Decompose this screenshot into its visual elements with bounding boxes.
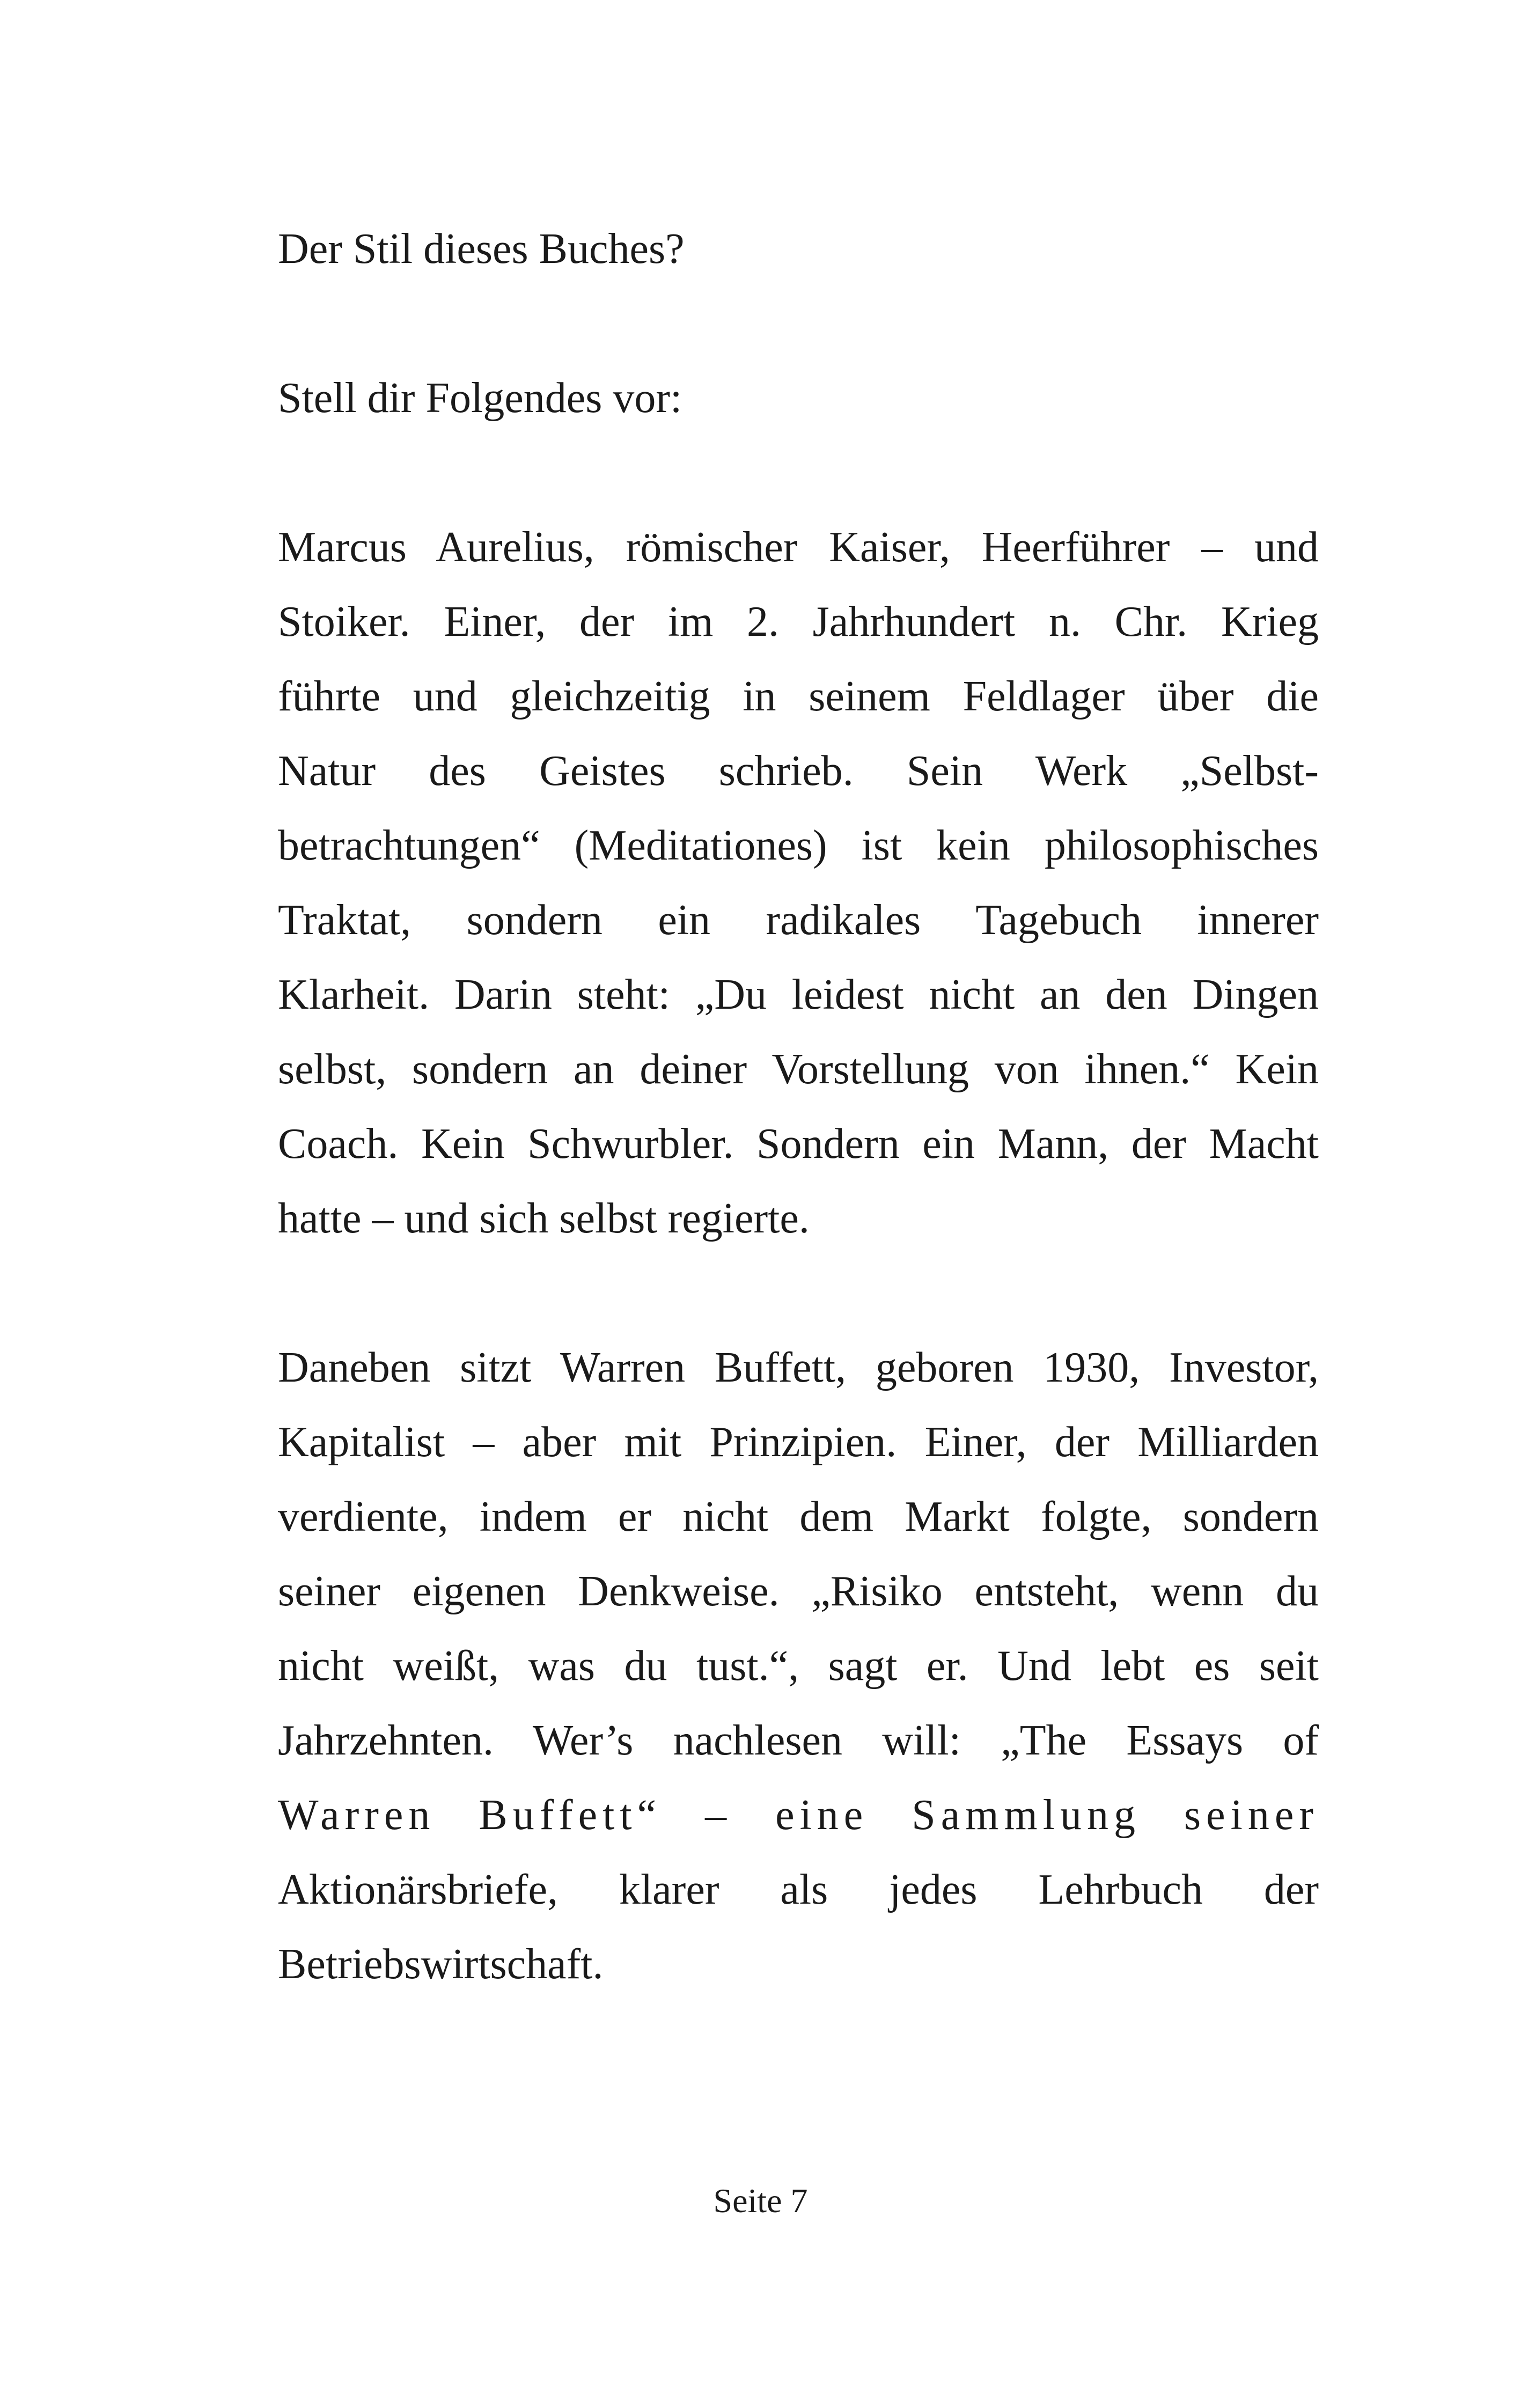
text-line: nicht weißt, was du tust.“, sagt er. Und lebt es seit — [278, 1642, 1319, 1690]
text-line: hatte – und sich selbst regierte. — [278, 1195, 810, 1242]
paragraph-spacer — [278, 1256, 1319, 1331]
text-line: Aktionärsbriefe, klarer als jedes Lehrbuch der — [278, 1866, 1319, 1913]
text-line: verdiente, indem er nicht dem Markt folgte, sondern — [278, 1493, 1319, 1540]
text-line: Stoiker. Einer, der im 2. Jahrhundert n. Chr. Krieg — [278, 598, 1319, 645]
text-line: Marcus Aurelius, römischer Kaiser, Heerführer – und — [278, 524, 1319, 571]
paragraph-spacer — [278, 287, 1319, 361]
text-line: Klarheit. Darin steht: „Du leidest nicht an den Dingen — [278, 971, 1319, 1018]
text-line: Stell dir Folgendes vor: — [278, 375, 682, 422]
body-text — [278, 212, 1319, 2002]
text-line: Kapitalist – aber mit Prinzipien. Einer, der Milliarden — [278, 1419, 1319, 1466]
paragraph-warren-buffett — [278, 1331, 1319, 2002]
text-line: Jahrzehnten. Wer’s nachlesen will: „The Essays of — [278, 1717, 1319, 1764]
paragraph-intro — [278, 361, 1319, 436]
text-line: betrachtungen“ (Meditationes) ist kein philosophisches — [278, 822, 1319, 869]
text-line: führte und gleichzeitig in seinem Feldlager über die — [278, 673, 1319, 720]
text-line: Coach. Kein Schwurbler. Sondern ein Mann, der Macht — [278, 1120, 1319, 1168]
text-line: Natur des Geistes schrieb. Sein Werk „Selbst- — [278, 747, 1319, 795]
paragraph-marcus-aurelius — [278, 510, 1319, 1256]
text-line: Warren Buffett“ – eine Sammlung seiner — [278, 1792, 1319, 1839]
text-line: seiner eigenen Denkweise. „Risiko entsteht, wenn du — [278, 1568, 1319, 1615]
paragraph-style-question — [278, 212, 1319, 287]
text-line: Traktat, sondern ein radikales Tagebuch innerer — [278, 897, 1319, 944]
text-line: Betriebswirtschaft. — [278, 1941, 604, 1988]
paragraph-spacer — [278, 436, 1319, 510]
text-line: Der Stil dieses Buches? — [278, 225, 685, 273]
text-line: Daneben sitzt Warren Buffett, geboren 1930, Investor, — [278, 1344, 1319, 1391]
text-line: selbst, sondern an deiner Vorstellung von ihnen.“ Kein — [278, 1046, 1319, 1093]
page-number: Seite 7 — [713, 2182, 808, 2220]
